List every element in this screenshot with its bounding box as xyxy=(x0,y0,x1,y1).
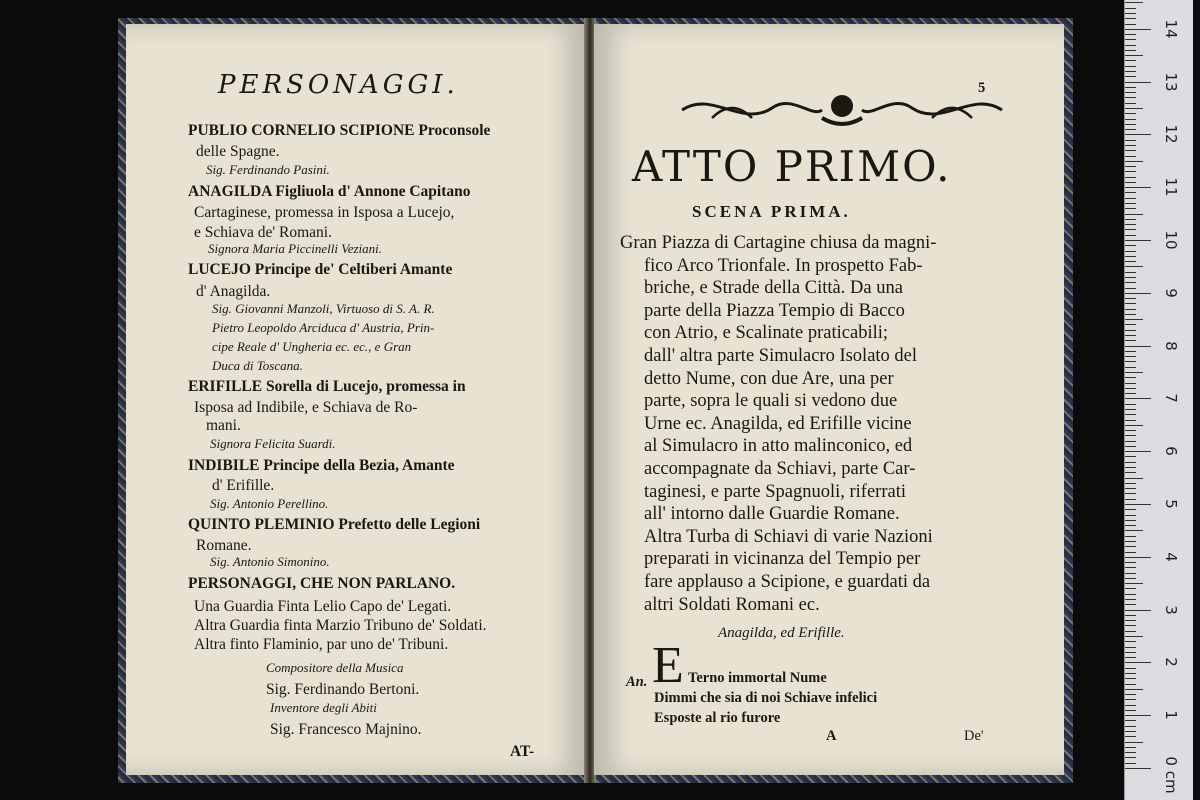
ruler-tick xyxy=(1125,76,1136,77)
ruler-tick xyxy=(1125,726,1136,727)
drop-cap: E xyxy=(652,637,684,694)
ruler-tick xyxy=(1125,451,1151,452)
ruler-tick xyxy=(1125,720,1136,721)
ruler-tick xyxy=(1125,208,1136,209)
cast-line: PUBLIO CORNELIO SCIPIONE Proconsole xyxy=(188,122,491,139)
ruler-tick xyxy=(1125,647,1136,648)
ruler-tick xyxy=(1125,631,1136,632)
ruler-tick xyxy=(1125,567,1136,568)
ruler-tick xyxy=(1125,641,1136,642)
ruler-tick xyxy=(1125,29,1151,30)
ruler-tick xyxy=(1125,324,1136,325)
ruler-tick xyxy=(1125,113,1136,114)
cast-line: Sig. Antonio Perellino. xyxy=(210,496,329,511)
cast-line: PERSONAGGI, CHE NON PARLANO. xyxy=(188,575,456,592)
ruler-tick xyxy=(1125,140,1136,141)
left-page xyxy=(126,24,586,775)
ruler-label: 6 xyxy=(1162,446,1180,456)
direction-line: fico Arco Trionfale. In prospetto Fab- xyxy=(644,255,923,276)
direction-line: detto Nume, con due Are, una per xyxy=(644,368,894,389)
characters-on-stage: Anagilda, ed Erifille. xyxy=(718,625,845,641)
ruler-tick xyxy=(1125,272,1136,273)
cast-line: e Schiava de' Romani. xyxy=(194,224,332,241)
ruler-tick xyxy=(1125,134,1151,135)
direction-line: fare applauso a Scipione, e guardati da xyxy=(644,572,931,592)
ruler-tick xyxy=(1125,71,1136,72)
ruler-tick xyxy=(1125,24,1136,25)
ruler-label: 7 xyxy=(1162,393,1180,404)
ruler-tick xyxy=(1125,409,1136,410)
ruler-tick xyxy=(1125,60,1136,61)
ruler-tick xyxy=(1125,119,1136,120)
catchword: De' xyxy=(964,728,984,744)
ruler-tick xyxy=(1125,145,1136,146)
cast-line: d' Erifille. xyxy=(212,477,275,494)
ruler-tick xyxy=(1125,673,1136,674)
ruler-tick xyxy=(1125,420,1136,421)
cast-line: mani. xyxy=(206,417,241,434)
ruler-tick xyxy=(1125,525,1136,526)
ornament-icon xyxy=(672,88,1012,130)
cast-line: Pietro Leopoldo Arciduca d' Austria, Prin- xyxy=(212,320,435,335)
ruler-tick xyxy=(1125,256,1136,257)
cast-line: Altra Guardia finta Marzio Tribuno de' Soldati. xyxy=(194,617,487,634)
ruler-tick xyxy=(1125,684,1136,685)
direction-line: al Simulacro in atto malinconico, ed xyxy=(644,436,913,457)
ruler-tick xyxy=(1125,330,1136,331)
cast-line: ERIFILLE Sorella di Lucejo, promessa in xyxy=(188,378,466,395)
ruler-tick xyxy=(1125,383,1136,384)
cast-line: LUCEJO Principe de' Celtiberi Amante xyxy=(188,261,453,278)
ruler-tick xyxy=(1125,552,1136,553)
scene-title: SCENA PRIMA. xyxy=(692,202,851,221)
ruler-tick xyxy=(1125,710,1136,711)
ruler-label: 2 xyxy=(1162,657,1180,668)
ruler-tick xyxy=(1125,319,1143,320)
ruler-tick xyxy=(1125,657,1136,658)
ruler-tick xyxy=(1125,66,1136,67)
ruler-tick xyxy=(1125,541,1136,542)
cast-line: QUINTO PLEMINIO Prefetto delle Legioni xyxy=(188,516,481,533)
speaker-label: An. xyxy=(626,674,648,690)
ruler-tick xyxy=(1125,18,1136,19)
ruler-tick xyxy=(1125,214,1143,215)
right-page xyxy=(594,24,1064,775)
direction-line: all' intorno dalle Guardie Romane. xyxy=(644,504,900,525)
cast-line: Una Guardia Finta Lelio Capo de' Legati. xyxy=(194,598,452,615)
ruler-tick xyxy=(1125,298,1136,299)
ruler-tick xyxy=(1125,240,1151,241)
open-book xyxy=(118,18,1073,783)
ruler-tick xyxy=(1125,694,1136,695)
ruler-tick xyxy=(1125,13,1136,14)
ruler-tick xyxy=(1125,282,1136,283)
ruler-tick xyxy=(1125,504,1151,505)
ruler-tick xyxy=(1125,203,1136,204)
ruler-tick xyxy=(1125,763,1136,764)
ruler-label: 9 xyxy=(1162,288,1180,298)
cast-line: Inventore degli Abiti xyxy=(270,700,377,715)
act-title: ATTO PRIMO. xyxy=(632,142,952,191)
ruler-tick xyxy=(1125,235,1136,236)
ruler-tick xyxy=(1125,103,1136,104)
ruler-label: 8 xyxy=(1162,340,1180,351)
ruler-tick xyxy=(1125,562,1136,563)
ruler-tick xyxy=(1125,456,1136,457)
ruler-tick xyxy=(1125,520,1136,521)
verse-line: Terno immortal Nume xyxy=(688,670,827,686)
ruler-tick xyxy=(1125,731,1136,732)
ruler-tick xyxy=(1125,488,1136,489)
ruler-tick xyxy=(1125,757,1136,758)
ruler-tick xyxy=(1125,266,1143,267)
cast-line: Isposa ad Indibile, e Schiava de Ro- xyxy=(194,399,418,416)
direction-line: taginesi, e parte Spagnuoli, riferrati xyxy=(644,481,906,502)
ruler-tick xyxy=(1125,87,1136,88)
ruler-tick xyxy=(1125,430,1136,431)
cast-line: INDIBILE Principe della Bezia, Amante xyxy=(188,457,455,474)
ruler-label: 11 xyxy=(1162,177,1180,197)
ruler-tick xyxy=(1125,625,1136,626)
ruler-tick xyxy=(1125,314,1136,315)
ruler-tick xyxy=(1125,588,1136,589)
direction-line: con Atrio, e Scalinate praticabili; xyxy=(644,323,889,344)
ruler-tick xyxy=(1125,499,1136,500)
ruler-tick xyxy=(1125,404,1136,405)
ruler-tick xyxy=(1125,150,1136,151)
ruler-tick xyxy=(1125,261,1136,262)
direction-line: accompagnate da Schiavi, parte Car- xyxy=(644,459,916,479)
ruler-tick xyxy=(1125,699,1136,700)
ruler-tick xyxy=(1125,652,1136,653)
ruler-tick xyxy=(1125,557,1151,558)
ruler-tick xyxy=(1125,636,1143,637)
ruler-label: 13 xyxy=(1162,72,1180,92)
ruler-tick xyxy=(1125,171,1136,172)
ruler-tick xyxy=(1125,198,1136,199)
ruler-tick xyxy=(1125,583,1143,584)
ruler-tick xyxy=(1125,620,1136,621)
ruler-tick xyxy=(1125,219,1136,220)
ruler-tick xyxy=(1125,108,1143,109)
ruler-tick xyxy=(1125,97,1136,98)
ruler-tick xyxy=(1125,493,1136,494)
ruler-tick xyxy=(1125,377,1136,378)
ruler-tick xyxy=(1125,536,1136,537)
direction-line: preparati in vicinanza del Tempio per xyxy=(644,549,921,570)
cast-line: Sig. Ferdinando Bertoni. xyxy=(266,681,420,698)
ruler-tick xyxy=(1125,129,1136,130)
ruler-tick xyxy=(1125,483,1136,484)
cast-line: Duca di Toscana. xyxy=(212,358,303,373)
ruler-tick xyxy=(1125,599,1136,600)
ruler-tick xyxy=(1125,472,1136,473)
ruler-tick xyxy=(1125,668,1136,669)
ruler-tick xyxy=(1125,604,1136,605)
ruler-tick xyxy=(1125,398,1151,399)
direction-line: dall' altra parte Simulacro Isolato del xyxy=(644,346,918,366)
page-number: 5 xyxy=(978,80,986,96)
ruler-tick xyxy=(1125,441,1136,442)
ruler-tick xyxy=(1125,742,1143,743)
ruler-label: 5 xyxy=(1162,499,1180,509)
ruler-tick xyxy=(1125,156,1136,157)
ruler-tick xyxy=(1125,414,1136,415)
ruler-tick xyxy=(1125,229,1136,230)
ruler-tick xyxy=(1125,530,1143,531)
ruler-tick xyxy=(1125,594,1136,595)
ruler-tick xyxy=(1125,277,1136,278)
ruler-tick xyxy=(1125,8,1136,9)
ruler-tick xyxy=(1125,303,1136,304)
ruler-tick xyxy=(1125,50,1136,51)
ruler-tick xyxy=(1125,689,1143,690)
ruler-tick xyxy=(1125,515,1136,516)
measurement-ruler xyxy=(1124,0,1193,800)
ruler-tick xyxy=(1125,182,1136,183)
ruler-tick xyxy=(1125,92,1136,93)
ruler-tick xyxy=(1125,467,1136,468)
verse-line: Esposte al rio furore xyxy=(654,710,781,726)
ruler-tick xyxy=(1125,177,1136,178)
ruler-tick xyxy=(1125,615,1136,616)
direction-line: altri Soldati Romani ec. xyxy=(644,594,820,615)
ruler-label: 1 xyxy=(1162,710,1180,720)
ruler-tick xyxy=(1125,39,1136,40)
cast-line: Sig. Francesco Majnino. xyxy=(270,721,422,738)
ruler-tick xyxy=(1125,573,1136,574)
ruler-tick xyxy=(1125,752,1136,753)
ruler-tick xyxy=(1125,340,1136,341)
ruler-tick xyxy=(1125,736,1136,737)
ruler-tick xyxy=(1125,388,1136,389)
ruler-tick xyxy=(1125,367,1136,368)
ruler-tick xyxy=(1125,478,1143,479)
direction-line: Urne ec. Anagilda, ed Erifille vicine xyxy=(644,413,912,434)
page-heading: PERSONAGGI. xyxy=(218,70,459,100)
ruler-tick xyxy=(1125,288,1136,289)
cast-line: ANAGILDA Figliuola d' Annone Capitano xyxy=(188,183,471,200)
ruler-tick xyxy=(1125,747,1136,748)
ruler-tick xyxy=(1125,462,1136,463)
ruler-tick xyxy=(1125,55,1143,56)
ruler-label: 12 xyxy=(1162,124,1180,144)
ruler-tick xyxy=(1125,346,1151,347)
cast-line: Signora Maria Piccinelli Veziani. xyxy=(208,241,383,256)
ruler-tick xyxy=(1125,425,1143,426)
ruler-tick xyxy=(1125,610,1151,611)
ruler-tick xyxy=(1125,393,1136,394)
ruler-tick xyxy=(1125,509,1136,510)
cast-line: Altra finto Flaminio, par uno de' Tribuni. xyxy=(194,636,449,653)
ruler-label: 10 xyxy=(1162,230,1180,250)
cast-line: Sig. Ferdinando Pasini. xyxy=(206,162,330,177)
cast-line: Signora Felicita Suardi. xyxy=(210,436,336,451)
ruler-label: 3 xyxy=(1162,604,1180,615)
ruler-label: 4 xyxy=(1162,552,1180,562)
direction-line: parte, sopra le quali si vedono due xyxy=(644,391,898,412)
ruler-tick xyxy=(1125,224,1136,225)
ruler-tick xyxy=(1125,166,1136,167)
signature-mark: A xyxy=(826,728,837,744)
cast-line: delle Spagne. xyxy=(196,143,280,160)
ruler-tick xyxy=(1125,546,1136,547)
ruler-tick xyxy=(1125,335,1136,336)
verse-line: Dimmi che sia di noi Schiave infelici xyxy=(654,690,878,706)
cast-line: Sig. Antonio Simonino. xyxy=(210,554,330,569)
ruler-tick xyxy=(1125,2,1143,3)
ruler-tick xyxy=(1125,715,1151,716)
ruler-unit-label: 0 cm xyxy=(1162,756,1180,794)
ruler-tick xyxy=(1125,309,1136,310)
ruler-tick xyxy=(1125,34,1136,35)
ruler-tick xyxy=(1125,705,1136,706)
ruler-tick xyxy=(1125,356,1136,357)
ruler-tick xyxy=(1125,251,1136,252)
ruler-tick xyxy=(1125,245,1136,246)
ruler-tick xyxy=(1125,678,1136,679)
direction-line: Altra Turba di Schiavi di varie Nazioni xyxy=(644,526,933,547)
ruler-tick xyxy=(1125,446,1136,447)
ruler-tick xyxy=(1125,192,1136,193)
ruler-tick xyxy=(1125,161,1143,162)
ruler-tick xyxy=(1125,578,1136,579)
ruler-tick xyxy=(1125,187,1151,188)
ruler-tick xyxy=(1125,293,1151,294)
cast-line: Romane. xyxy=(196,537,252,554)
cast-line: Sig. Giovanni Manzoli, Virtuoso di S. A. R. xyxy=(212,301,435,316)
ruler-tick xyxy=(1125,361,1136,362)
ruler-label: 14 xyxy=(1162,19,1180,39)
direction-line: briche, e Strade della Città. Da una xyxy=(644,278,903,299)
direction-line: Gran Piazza di Cartagine chiusa da magni- xyxy=(620,233,937,253)
ruler-tick xyxy=(1125,351,1136,352)
cast-line: d' Anagilda. xyxy=(196,283,271,300)
ruler-tick xyxy=(1125,124,1136,125)
cast-line: AT- xyxy=(510,743,535,760)
ruler-tick xyxy=(1125,372,1143,373)
ruler-tick xyxy=(1125,768,1151,769)
cast-line: Cartaginese, promessa in Isposa a Lucejo, xyxy=(194,204,455,221)
direction-line: parte della Piazza Tempio di Bacco xyxy=(644,300,905,321)
ruler-tick xyxy=(1125,45,1136,46)
cast-line: cipe Reale d' Ungheria ec. ec., e Gran xyxy=(212,339,412,354)
ruler-tick xyxy=(1125,82,1151,83)
ruler-tick xyxy=(1125,662,1151,663)
ruler-tick xyxy=(1125,435,1136,436)
cast-line: Compositore della Musica xyxy=(266,660,404,675)
